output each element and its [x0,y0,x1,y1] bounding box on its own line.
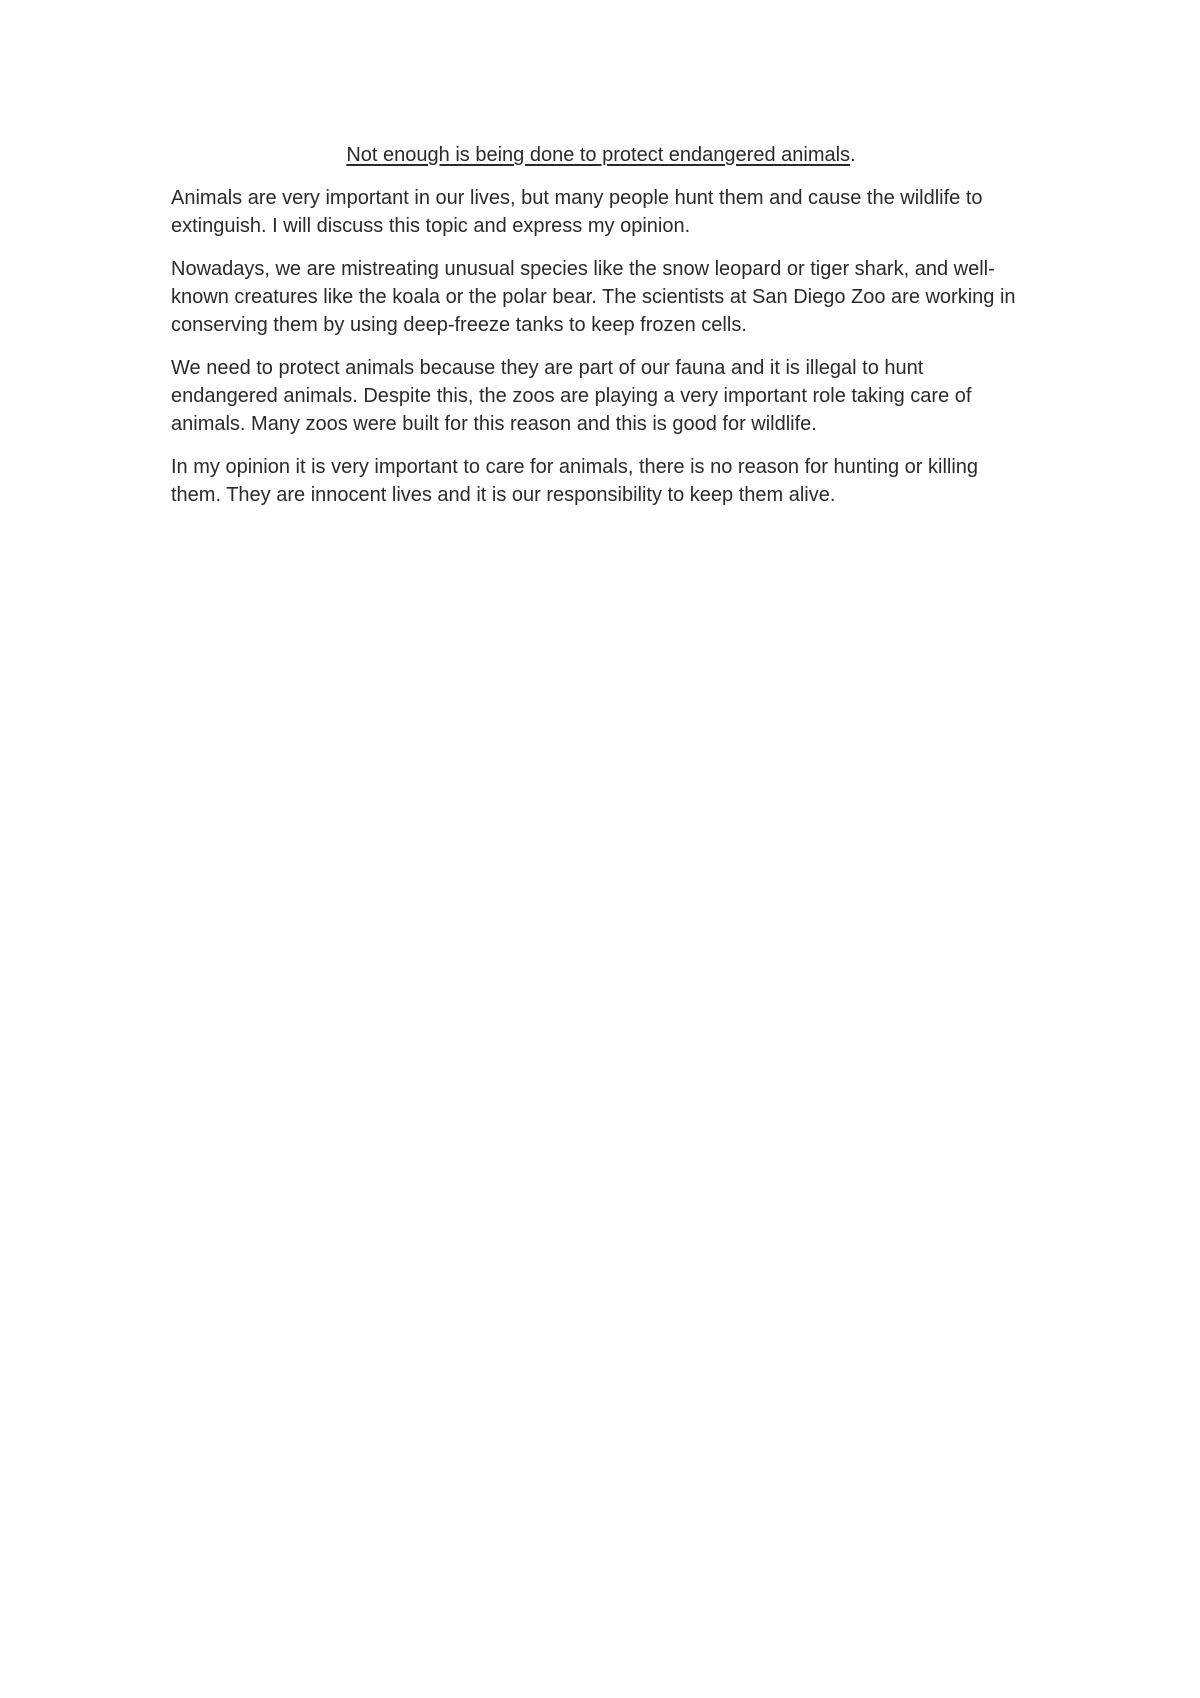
document-body [171,141,1031,524]
paragraph-species: Nowadays, we are mistreating unusual species like the snow leopard or tiger shark, and well-known creatures like the koala or the polar bear. The scientists at San Diego Zoo are working in conserving them by using deep-freeze tanks to keep frozen cells. [171,258,1016,336]
document-title [171,141,1031,169]
paragraph-protection: We need to protect animals because they are part of our fauna and it is illegal to hunt endangered animals. Despite this, the zoos are playing a very important role taking care of animals. Many zoos were built for this reason and this is good for wildlife. [171,357,972,435]
document-title-text: Not enough is being done to protect endangered animals [346,144,851,166]
paragraph-intro: Animals are very important in our lives, but many people hunt them and cause the wildlife to extinguish. I will discuss this topic and express my opinion. [171,187,983,237]
document-title-period: . [850,144,856,166]
paragraph-opinion: In my opinion it is very important to care for animals, there is no reason for hunting or killing them. They are innocent lives and it is our responsibility to keep them alive. [171,456,979,506]
